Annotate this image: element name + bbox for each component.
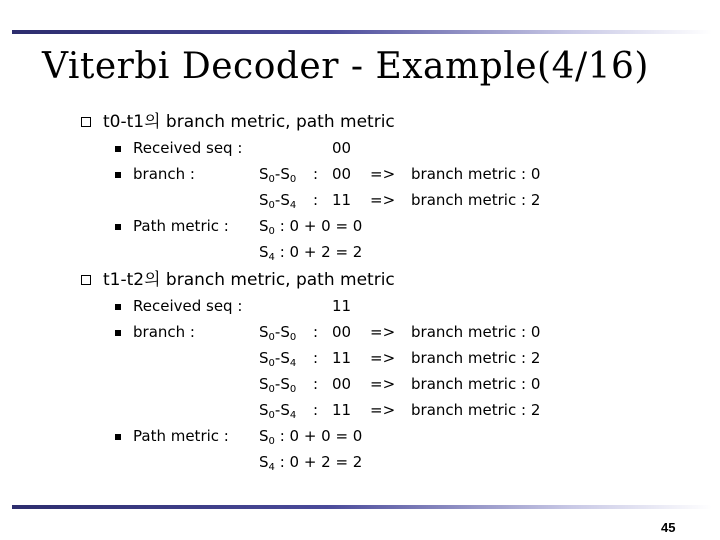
from-state-index: 0 [268, 174, 275, 185]
from-state: $S_0$ [259, 323, 275, 343]
transition-colon: : [313, 323, 319, 341]
transition-colon: : [313, 375, 319, 393]
path-state: $S_4$ [259, 453, 275, 473]
path-state: $S_4$ [259, 243, 275, 263]
transition-dash: - [274, 401, 281, 419]
transition-dash: - [274, 165, 281, 183]
from-state-index: 0 [268, 332, 275, 343]
to-state: $S_0$ [280, 323, 297, 343]
path-metric-expression: : 0 + 0 = 0 [279, 217, 363, 235]
to-state: $S_0$ [280, 375, 297, 395]
footer-rule [12, 505, 712, 509]
title-top-rule [12, 30, 712, 34]
path-state: $S_0$ [259, 427, 275, 447]
branch-bits: 11 [332, 349, 352, 367]
transition-dash: - [274, 191, 281, 209]
branch-label: branch : [133, 165, 195, 183]
section-bullet [81, 117, 91, 127]
branch-metric [411, 164, 540, 184]
from-state: $S_0$ [259, 401, 275, 421]
branch-metric-label: branch metric : [411, 401, 527, 419]
branch-metric-label: branch metric : [411, 323, 527, 341]
transition-dash: - [274, 375, 281, 393]
item-bullet [115, 172, 121, 178]
to-state-index: 4 [289, 410, 297, 421]
branch-metric-value: 2 [530, 401, 541, 419]
branch-arrow: => [370, 191, 396, 209]
from-state: $S_0$ [259, 191, 275, 211]
branch-transition [259, 400, 296, 420]
to-state-index: 0 [289, 384, 297, 395]
from-state-index: 0 [268, 410, 275, 421]
path-metric-label: Path metric : [133, 217, 229, 235]
section-bullet [81, 275, 91, 285]
branch-bits: 00 [332, 165, 352, 183]
branch-metric [411, 400, 540, 420]
received-seq-label: Received seq : [133, 297, 243, 315]
branch-arrow: => [370, 401, 396, 419]
from-state-index: 0 [268, 200, 275, 211]
item-bullet [115, 330, 121, 336]
path-metric-expression: : 0 + 2 = 2 [279, 453, 363, 471]
branch-transition [259, 348, 296, 368]
transition-colon: : [313, 165, 319, 183]
path-state-index: 4 [268, 462, 275, 473]
transition-colon: : [313, 349, 319, 367]
branch-transition [259, 322, 296, 342]
path-metric-row [259, 452, 362, 472]
transition-colon: : [313, 191, 319, 209]
section-heading: t1-t2의 branch metric, path metric [103, 270, 395, 290]
item-bullet [115, 434, 121, 440]
to-state-index: 4 [289, 200, 297, 211]
to-state: $S_4$ [280, 349, 297, 369]
item-bullet [115, 146, 121, 152]
branch-arrow: => [370, 349, 396, 367]
to-state-index: 0 [289, 174, 297, 185]
path-metric-label: Path metric : [133, 427, 229, 445]
branch-transition [259, 164, 296, 184]
to-state-index: 0 [289, 332, 297, 343]
transition-dash: - [274, 349, 281, 367]
branch-metric-value: 0 [530, 375, 541, 393]
to-state: $S_4$ [280, 191, 297, 211]
path-metric-row [259, 426, 362, 446]
received-seq-value: 11 [332, 297, 352, 315]
page-number: 45 [661, 520, 676, 535]
branch-bits: 11 [332, 401, 352, 419]
branch-metric [411, 190, 540, 210]
path-metric-row [259, 216, 362, 236]
branch-metric-label: branch metric : [411, 375, 527, 393]
from-state: $S_0$ [259, 375, 275, 395]
branch-metric-label: branch metric : [411, 349, 527, 367]
slide-title: Viterbi Decoder - Example(4/16) [42, 46, 649, 87]
branch-metric [411, 374, 540, 394]
branch-label: branch : [133, 323, 195, 341]
branch-bits: 11 [332, 191, 352, 209]
section-heading: t0-t1의 branch metric, path metric [103, 112, 395, 132]
item-bullet [115, 224, 121, 230]
path-state-index: 0 [268, 226, 275, 237]
path-metric-expression: : 0 + 2 = 2 [279, 243, 363, 261]
branch-transition [259, 190, 296, 210]
branch-arrow: => [370, 165, 396, 183]
path-metric-row [259, 242, 362, 262]
branch-metric-value: 2 [530, 349, 541, 367]
branch-metric-value: 0 [530, 323, 541, 341]
to-state: $S_0$ [280, 165, 297, 185]
from-state: $S_0$ [259, 349, 275, 369]
branch-metric [411, 322, 540, 342]
to-state: $S_4$ [280, 401, 297, 421]
branch-metric-label: branch metric : [411, 191, 527, 209]
to-state-index: 4 [289, 358, 297, 369]
branch-metric-value: 0 [530, 165, 541, 183]
path-state-index: 0 [268, 436, 275, 447]
branch-arrow: => [370, 323, 396, 341]
item-bullet [115, 304, 121, 310]
from-state-index: 0 [268, 384, 275, 395]
path-metric-expression: : 0 + 0 = 0 [279, 427, 363, 445]
branch-bits: 00 [332, 323, 352, 341]
received-seq-value: 00 [332, 139, 352, 157]
received-seq-label: Received seq : [133, 139, 243, 157]
path-state: $S_0$ [259, 217, 275, 237]
path-state-index: 4 [268, 252, 275, 263]
branch-metric-label: branch metric : [411, 165, 527, 183]
branch-bits: 00 [332, 375, 352, 393]
branch-transition [259, 374, 296, 394]
branch-metric [411, 348, 540, 368]
branch-metric-value: 2 [530, 191, 541, 209]
from-state-index: 0 [268, 358, 275, 369]
branch-arrow: => [370, 375, 396, 393]
from-state: $S_0$ [259, 165, 275, 185]
transition-dash: - [274, 323, 281, 341]
transition-colon: : [313, 401, 319, 419]
